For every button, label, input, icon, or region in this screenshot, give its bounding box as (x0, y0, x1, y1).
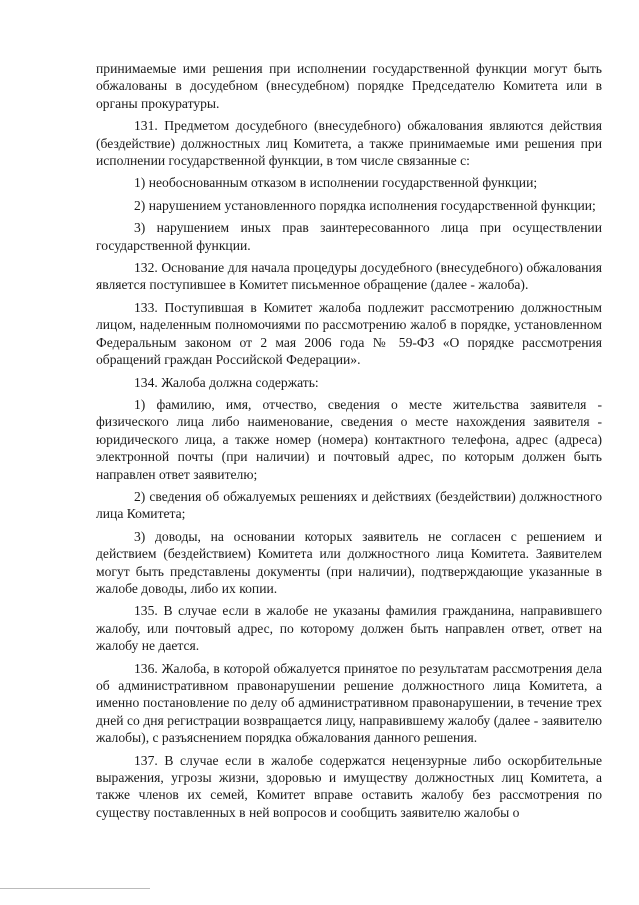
paragraph-136: 136. Жалоба, в которой обжалуется принятое по результатам рассмотрения дела об административном правонарушении решение должностного лица Комитета, а именно постановление по делу об административном правонарушении, в течение трех дней со дня регистрации возвращается лицу, направившему жалобу (далее - заявителю жалобы), с разъяснением порядка обжалования данного решения. (96, 660, 602, 746)
paragraph-continuation: принимаемые ими решения при исполнении государственной функции могут быть обжалованы в досудебном (внесудебном) порядке Председателю Комитета или в органы прокуратуры. (96, 61, 602, 111)
paragraph-137: 137. В случае если в жалобе содержатся нецензурные либо оскорбительные выражения, угрозы жизни, здоровью и имуществу должностных лиц Комитета, а также членов их семей, Комитет вправе оставить жалобу без рассмотрения по существу поставленных в ней вопросов и сообщить заявителю жалобы о (96, 752, 602, 820)
document-page (96, 60, 602, 826)
paragraph-131-item-2: 2) нарушением установленного порядка исполнения государственной функции; (134, 197, 596, 213)
paragraph-134-item-2: 2) сведения об обжалуемых решениях и действиях (бездействии) должностного лица Комитета; (96, 488, 602, 522)
paragraph-133: 133. Поступившая в Комитет жалоба подлежит рассмотрению должностным лицом, наделенным полномочиями по рассмотрению жалоб в порядке, установленном Федеральным законом от 2 мая 2006 года № 59-ФЗ «О порядке рассмотрения обращений граждан Российской Федерации». (96, 299, 602, 368)
paragraph-134: 134. Жалоба должна содержать: (134, 374, 319, 390)
footer-divider (0, 888, 150, 889)
paragraph-131-item-1: 1) необоснованным отказом в исполнении государственной функции; (134, 175, 538, 191)
paragraph-132: 132. Основание для начала процедуры досудебного (внесудебного) обжалования является поступившее в Комитет письменное обращение (далее - жалоба). (96, 260, 602, 293)
paragraph-131: 131. Предметом досудебного (внесудебного) обжалования являются действия (бездействие) должностных лиц Комитета, а также принимаемые ими решения при исполнении государственной функции, в том числе связанные с: (96, 118, 602, 169)
paragraph-131-item-3: 3) нарушением иных прав заинтересованного лица при осуществлении государственной функции. (96, 220, 602, 253)
paragraph-134-item-3: 3) доводы, на основании которых заявитель не согласен с решением и действием (бездействием) Комитета или должностного лица Комитета. Заявителем могут быть представлены документы (при наличии), подтверждающие указанные в жалобе доводы, либо их копии. (96, 528, 602, 596)
paragraph-135: 135. В случае если в жалобе не указаны фамилия гражданина, направившего жалобу, или почтовый адрес, по которому должен быть направлен ответ, ответ на жалобу не дается. (96, 603, 602, 654)
paragraph-134-item-1: 1) фамилию, имя, отчество, сведения о месте жительства заявителя - физического лица либо наименование, сведения о месте нахождения заявителя - юридического лица, а также номер (номера) контактного телефона, адрес (адреса) электронной почты (при наличии) и почтовый адрес, по которым должен быть направлен ответ заявителю; (96, 396, 602, 482)
